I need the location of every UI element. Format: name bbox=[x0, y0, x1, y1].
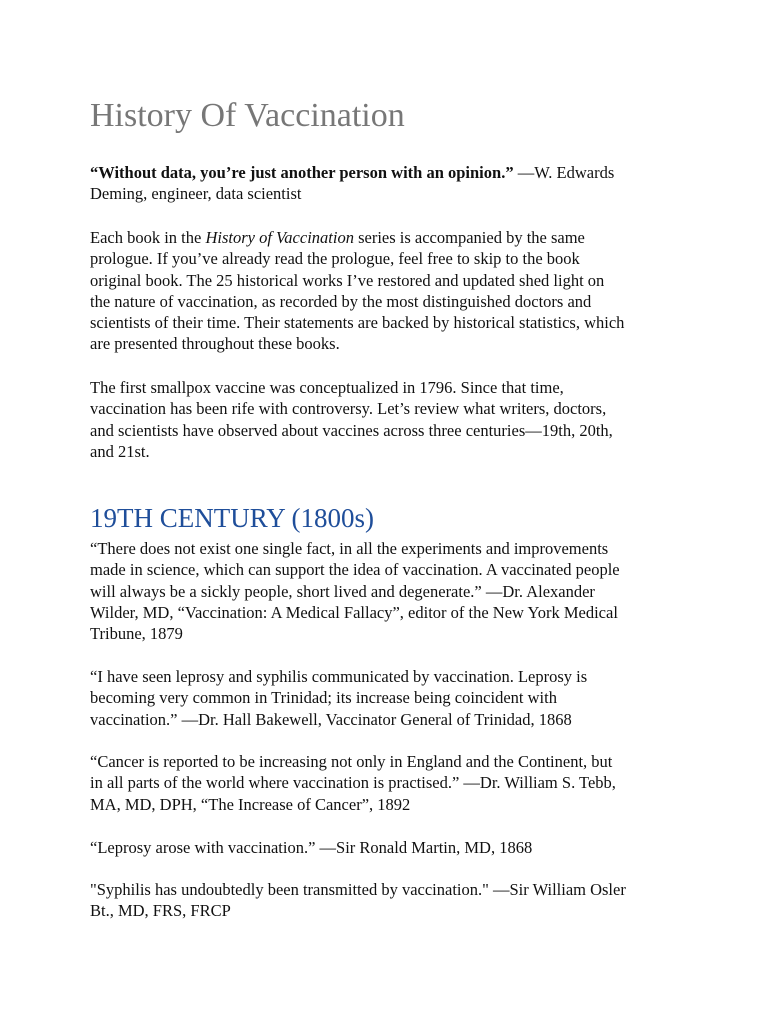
intro-line: are presented throughout these books. bbox=[90, 334, 340, 354]
quote-paragraph bbox=[90, 879, 690, 922]
quote-line: will always be a sickly people, short lived and degenerate.” —Dr. Alexander bbox=[90, 581, 595, 601]
history-paragraph bbox=[90, 377, 690, 462]
intro-line: the nature of vaccination, as recorded by the most distinguished doctors and bbox=[90, 291, 592, 311]
quote-paragraph bbox=[90, 837, 690, 858]
quote-line: made in science, which can support the idea of vaccination. A vaccinated people bbox=[90, 560, 620, 580]
intro-line: prologue. If you’ve already read the prologue, feel free to skip to the book bbox=[90, 249, 580, 269]
quote-line: vaccination.” —Dr. Hall Bakewell, Vaccinator General of Trinidad, 1868 bbox=[90, 709, 572, 729]
epigraph-line-1 bbox=[90, 162, 690, 183]
quote-line: becoming very common in Trinidad; its increase being coincident with bbox=[90, 688, 557, 708]
quote-paragraph bbox=[90, 538, 690, 644]
quote-line: “Leprosy arose with vaccination.” —Sir Ronald Martin, MD, 1868 bbox=[90, 838, 533, 857]
series-title-italic: History of Vaccination bbox=[205, 228, 354, 247]
quote-line: “There does not exist one single fact, in all the experiments and improvements bbox=[90, 539, 609, 558]
history-line: and scientists have observed about vaccines across three centuries—19th, 20th, bbox=[90, 420, 613, 440]
quote-line: Bt., MD, FRS, FRCP bbox=[90, 901, 231, 921]
epigraph bbox=[90, 162, 690, 205]
quote-line: MA, MD, DPH, “The Increase of Cancer”, 1892 bbox=[90, 794, 411, 814]
history-line: The first smallpox vaccine was conceptualized in 1796. Since that time, bbox=[90, 378, 564, 397]
intro-line: scientists of their time. Their statements are backed by historical statistics, which bbox=[90, 313, 625, 333]
epigraph-quote: “Without data, you’re just another person with an opinion.” bbox=[90, 163, 514, 182]
epigraph-attribution-line-2: Deming, engineer, data scientist bbox=[90, 184, 302, 204]
quote-paragraph bbox=[90, 751, 690, 815]
quote-line: Wilder, MD, “Vaccination: A Medical Fallacy”, editor of the New York Medical bbox=[90, 602, 618, 622]
quote-line: in all parts of the world where vaccination is practised.” —Dr. William S. Tebb, bbox=[90, 773, 616, 793]
quote-line: "Syphilis has undoubtedly been transmitted by vaccination." —Sir William Osler bbox=[90, 880, 626, 899]
quote-line: “I have seen leprosy and syphilis communicated by vaccination. Leprosy is bbox=[90, 667, 588, 686]
epigraph-attribution: —W. Edwards bbox=[513, 163, 615, 182]
quote-paragraph bbox=[90, 666, 690, 730]
history-line: vaccination has been rife with controversy. Let’s review what writers, doctors, bbox=[90, 399, 607, 419]
intro-text-before: Each book in the bbox=[90, 228, 206, 247]
intro-paragraph bbox=[90, 227, 690, 355]
intro-text-after: series is accompanied by the same bbox=[353, 228, 585, 247]
intro-line: original book. The 25 historical works I’ve restored and updated shed light on bbox=[90, 270, 605, 290]
quote-line: “Cancer is reported to be increasing not only in England and the Continent, but bbox=[90, 752, 613, 771]
section-heading: 19TH CENTURY (1800s) bbox=[90, 503, 374, 533]
intro-line-1 bbox=[90, 227, 690, 248]
history-line: and 21st. bbox=[90, 441, 150, 461]
document-title: History Of Vaccination bbox=[90, 97, 405, 134]
quote-line: Tribune, 1879 bbox=[90, 624, 183, 644]
